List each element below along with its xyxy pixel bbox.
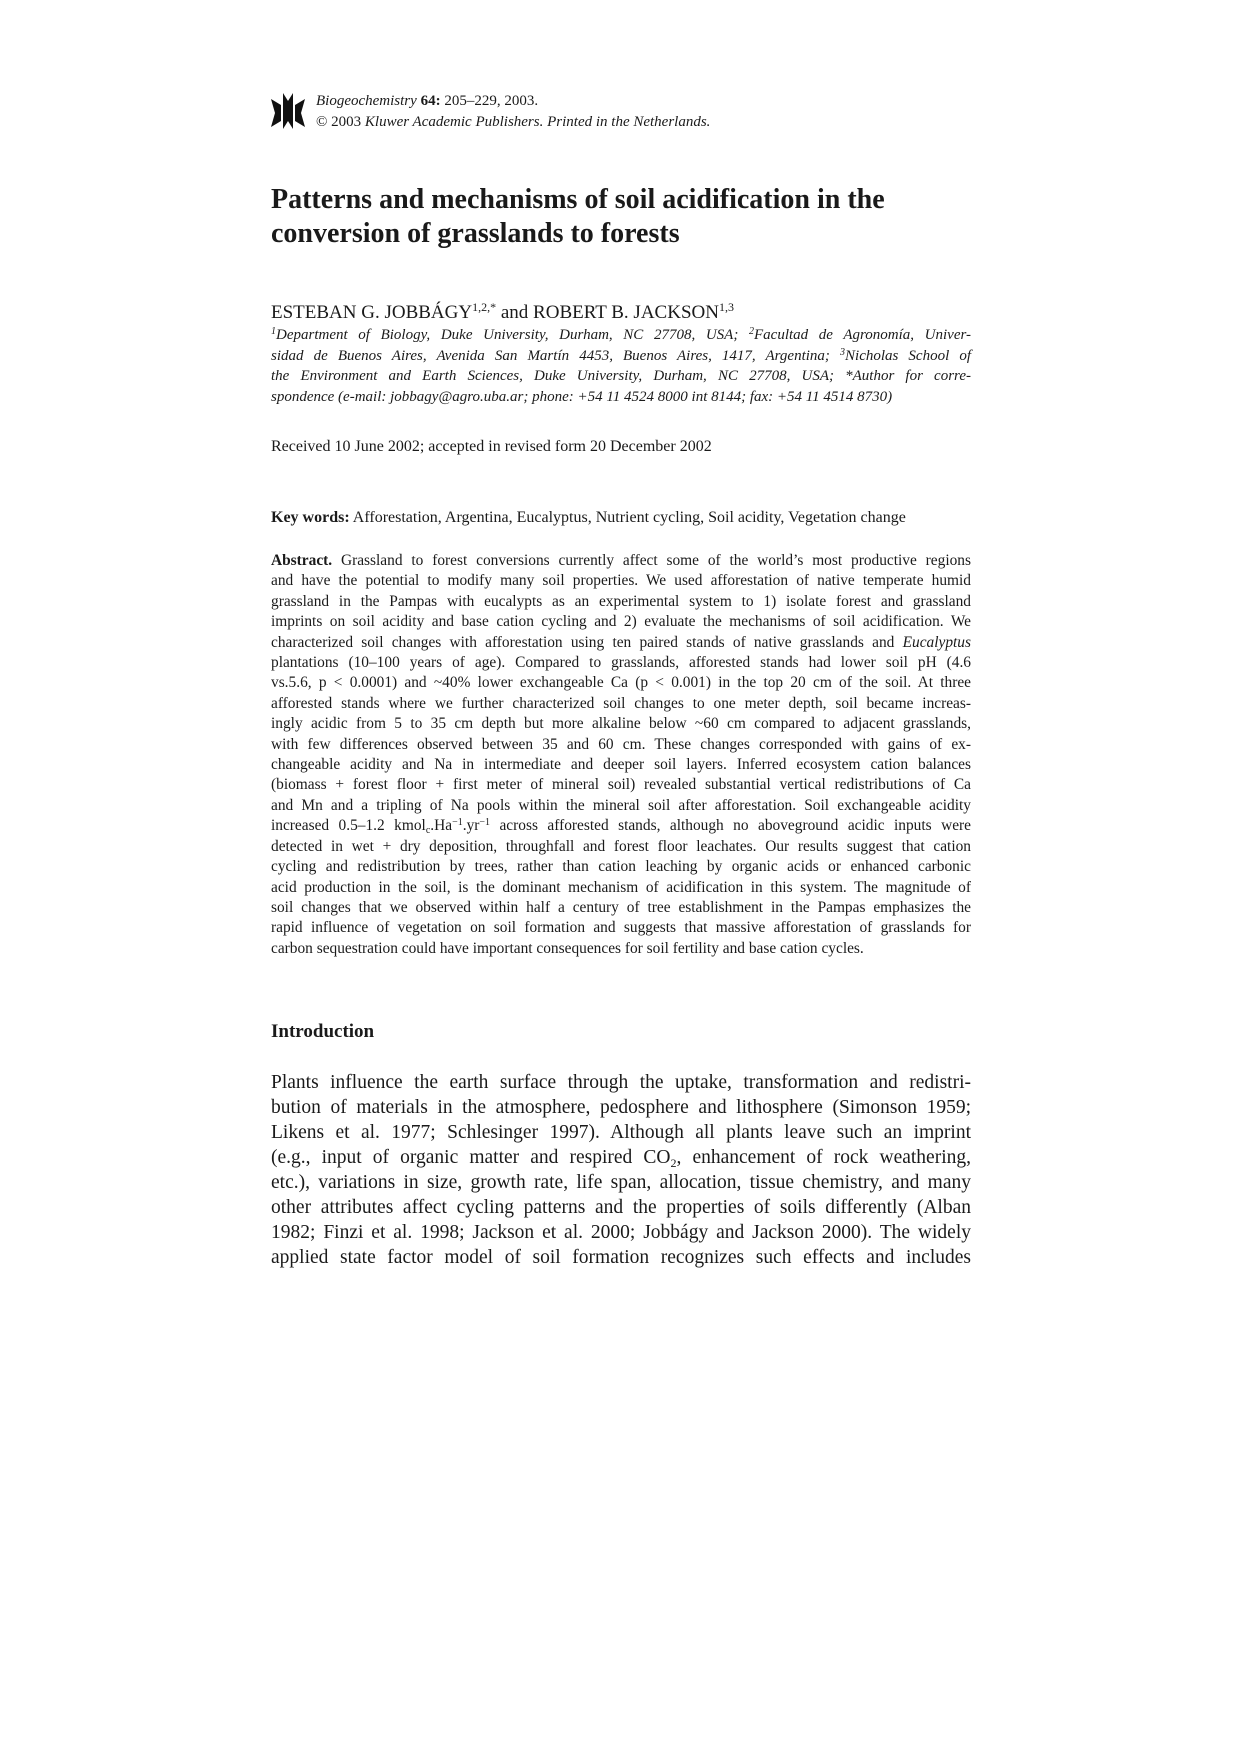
abstract-text: .Ha bbox=[430, 817, 453, 835]
body-line: etc.), variations in size, growth rate, life span, allocation, tissue chemistry, and many bbox=[271, 1172, 971, 1193]
abstract-superscript: −1 bbox=[479, 817, 491, 829]
body-line: Likens et al. 1977; Schlesinger 1997). Although all plants leave such an imprint bbox=[271, 1122, 971, 1143]
title-line-2: conversion of grasslands to forests bbox=[271, 218, 680, 249]
abstract-line: ingly acidic from 5 to 35 cm depth but more alkaline below ~60 cm compared to adjacent grasslands, bbox=[271, 715, 971, 733]
body-line bbox=[271, 1145, 971, 1170]
body-line: 1982; Finzi et al. 1998; Jackson et al. 2000; Jobbágy and Jackson 2000). The widely bbox=[271, 1222, 971, 1243]
abstract-line: grassland in the Pampas with eucalypts as an experimental system to 1) isolate forest and grassland bbox=[271, 592, 971, 610]
abstract-line: vs.5.6, p < 0.0001) and ~40% lower exchangeable Ca (p < 0.001) in the top 20 cm of the soil. At three bbox=[271, 674, 971, 692]
author-line bbox=[271, 301, 734, 325]
keywords-label: Key words: bbox=[271, 509, 350, 526]
publisher-text: Kluwer Academic Publishers. Printed in the Netherlands. bbox=[364, 114, 711, 130]
author-2: ROBERT B. JACKSON bbox=[533, 302, 719, 323]
affiliation-text: Facultad de Agronomía, Univer- bbox=[754, 327, 972, 343]
affiliation-line bbox=[271, 325, 971, 346]
introduction-heading: Introduction bbox=[271, 1021, 375, 1042]
affiliation-line bbox=[271, 346, 971, 367]
affiliation-text: Department of Biology, Duke University, Durham, NC 27708, USA; bbox=[276, 327, 739, 343]
abstract-text: .yr bbox=[462, 817, 480, 835]
affiliation-text: sidad de Buenos Aires, Avenida San Martín 4453, Buenos Aires, 1417, Argentina; bbox=[271, 347, 830, 364]
body-line: bution of materials in the atmosphere, pedosphere and lithosphere (Simonson 1959; bbox=[271, 1097, 971, 1118]
affiliation-marker: 2 bbox=[749, 326, 754, 337]
abstract-text: across afforested stands, although no aboveground acidic inputs were bbox=[490, 817, 971, 835]
abstract-italic-term: Eucalyptus bbox=[902, 633, 971, 651]
title-line-1: Patterns and mechanisms of soil acidification in the bbox=[271, 184, 885, 215]
affiliation-marker: 1 bbox=[271, 326, 276, 337]
keywords-text: Afforestation, Argentina, Eucalyptus, Nutrient cycling, Soil acidity, Vegetation change bbox=[352, 509, 906, 526]
author-conjunction: and bbox=[500, 302, 529, 323]
journal-volume: 64: bbox=[420, 93, 441, 109]
abstract-line: changeable acidity and Na in intermediate and deeper soil layers. Inferred ecosystem cation balances bbox=[271, 756, 971, 774]
body-line: Plants influence the earth surface through the uptake, transformation and redistri- bbox=[271, 1072, 971, 1093]
affiliation-line: the Environment and Earth Sciences, Duke University, Durham, NC 27708, USA; *Author for corre- bbox=[271, 368, 971, 384]
abstract-text: Grassland to forest conversions currently affect some of the world’s most productive regions bbox=[340, 552, 971, 569]
abstract-text: characterized soil changes with afforestation using ten paired stands of native grasslands and bbox=[271, 633, 895, 651]
abstract-line: plantations (10–100 years of age). Compared to grasslands, afforested stands had lower soil pH (4.6 bbox=[271, 654, 971, 672]
introduction-body bbox=[271, 1070, 971, 1270]
journal-pages: 205–229, 2003. bbox=[444, 93, 539, 109]
abstract-line: with few differences observed between 35 and 60 cm. These changes corresponded with gains of ex- bbox=[271, 735, 971, 753]
abstract-superscript: −1 bbox=[452, 817, 463, 829]
received-dates: Received 10 June 2002; accepted in revised form 20 December 2002 bbox=[271, 438, 712, 455]
abstract-line bbox=[271, 551, 971, 571]
body-text: (e.g., input of organic matter and respired CO bbox=[271, 1147, 671, 1168]
body-line: other attributes affect cycling patterns and the properties of soils differently (Alban bbox=[271, 1197, 971, 1218]
abstract-line: (biomass + forest floor + first meter of mineral soil) revealed substantial vertical redistributions of Ca bbox=[271, 776, 971, 794]
abstract-line: acid production in the soil, is the dominant mechanism of acidification in this system. The magnitude of bbox=[271, 878, 971, 896]
keywords bbox=[271, 507, 906, 529]
author-2-affiliation-marks: 1,3 bbox=[718, 300, 734, 314]
abstract-subscript: c bbox=[425, 825, 431, 837]
paper-title bbox=[271, 183, 1031, 251]
abstract-line: rapid influence of vegetation on soil formation and suggests that massive afforestation of grasslands for bbox=[271, 919, 971, 937]
abstract-line: carbon sequestration could have important consequences for soil fertility and base cation cycles. bbox=[271, 939, 864, 957]
abstract-line: imprints on soil acidity and base cation cycling and 2) evaluate the mechanisms of soil acidification. We bbox=[271, 613, 971, 631]
affiliation-text: Nicholas School of bbox=[845, 347, 972, 364]
abstract-line: afforested stands where we further characterized soil changes to one meter depth, soil became increas- bbox=[271, 694, 971, 712]
copyright-mark: © 2003 bbox=[316, 114, 362, 130]
abstract-label: Abstract. bbox=[271, 552, 333, 569]
correspondence-line: spondence (e-mail: jobbagy@agro.uba.ar; phone: +54 11 4524 8000 int 8144; fax: +54 11 4514 8730) bbox=[271, 388, 893, 405]
abstract bbox=[271, 551, 971, 959]
body-subscript: 2 bbox=[670, 1156, 677, 1170]
journal-name: Biogeochemistry bbox=[316, 93, 417, 109]
abstract-line: and Mn and a tripling of Na pools within the mineral soil after afforestation. Soil exchangeable acidity bbox=[271, 796, 971, 814]
abstract-text: increased 0.5–1.2 kmol bbox=[271, 817, 426, 835]
affiliations bbox=[271, 325, 971, 407]
abstract-line: and have the potential to modify many soil properties. We used afforestation of native temperate humid bbox=[271, 572, 971, 590]
citation-line bbox=[316, 91, 916, 112]
copyright-line bbox=[316, 112, 916, 133]
body-text: , enhancement of rock weathering, bbox=[676, 1147, 971, 1168]
abstract-line: soil changes that we observed within half a century of tree establishment in the Pampas emphasizes the bbox=[271, 898, 971, 916]
abstract-line: detected in wet + dry deposition, throughfall and forest floor leachates. Our results suggest that cation bbox=[271, 837, 971, 855]
abstract-line bbox=[271, 816, 971, 836]
abstract-line bbox=[271, 633, 971, 653]
affiliation-marker: 3 bbox=[840, 346, 846, 358]
author-1-affiliation-marks: 1,2,* bbox=[472, 300, 497, 314]
publisher-logo-icon bbox=[271, 91, 305, 131]
author-1: ESTEBAN G. JOBBÁGY bbox=[271, 302, 473, 323]
abstract-line: cycling and redistribution by trees, rather than cation leaching by organic acids or enhanced carbonic bbox=[271, 858, 971, 876]
body-line: applied state factor model of soil formation recognizes such effects and includes bbox=[271, 1247, 971, 1268]
